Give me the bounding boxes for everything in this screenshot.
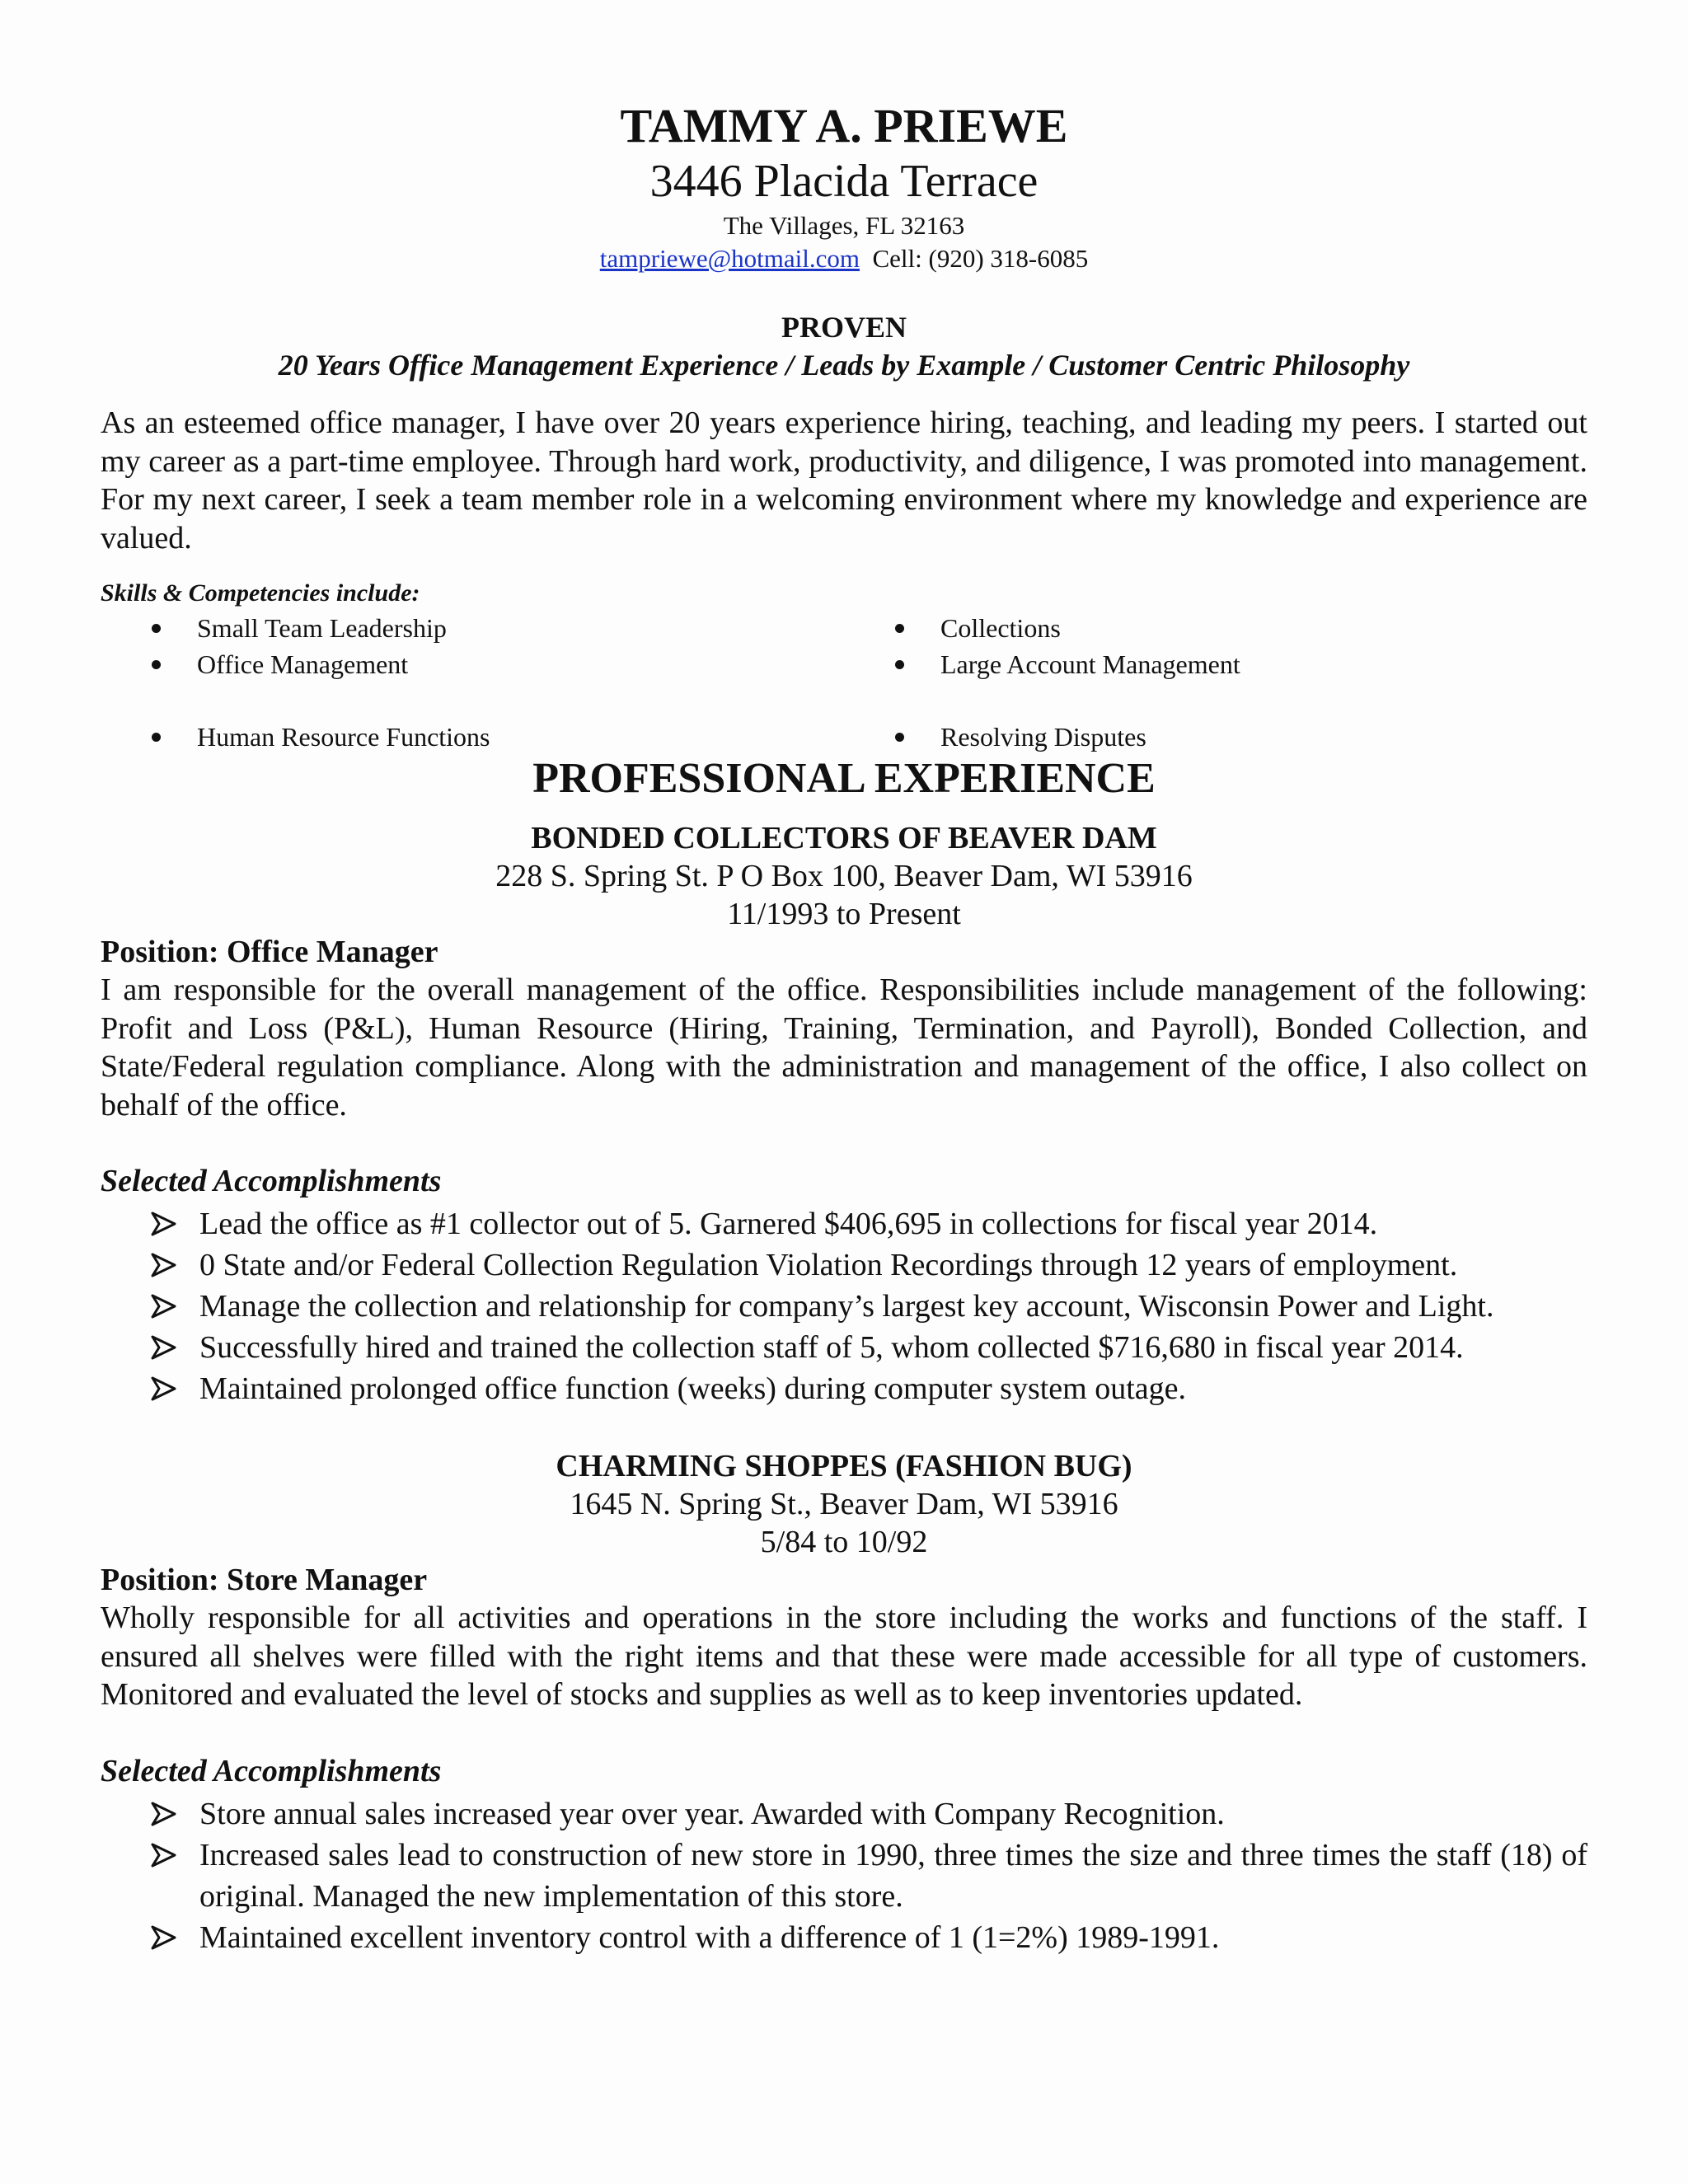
arrow-bullet-icon <box>150 1368 178 1409</box>
employment-dates: 5/84 to 10/92 <box>760 1525 928 1559</box>
skill-label: Small Team Leadership <box>197 613 447 643</box>
summary-header <box>101 308 1587 384</box>
summary-heading: PROVEN <box>781 311 907 344</box>
accomplishment-text: Maintained excellent inventory control with a difference of 1 (1=2%) 1989-1991. <box>199 1919 1220 1955</box>
employment-dates: 11/1993 to Present <box>727 897 961 931</box>
job-entry <box>101 1447 1587 1958</box>
position-title: Position: Office Manager <box>101 935 438 969</box>
phone-number: Cell: (920) 318-6085 <box>872 244 1089 273</box>
company-block <box>101 819 1587 933</box>
summary-paragraph: As an esteemed office manager, I have over 20 years experience hiring, teaching, and leading my peers. I started out my career as a part-time employee. Through hard work, productivity, and diligence, I was promoted into management. For my next career, I seek a team member role in a welcoming environment where my knowledge and experience are valued. <box>101 405 1587 555</box>
company-block <box>101 1447 1587 1561</box>
accomplishments-list <box>101 1793 1587 1958</box>
skill-label: Resolving Disputes <box>940 722 1146 752</box>
job-description: Wholly responsible for all activities and operations in the store including the works and functions of the staff. I ensured all shelves were filled with the right items and that these were made accessible for all type of customers. Monitored and evaluated the level of stocks and supplies as well as to keep inventories updated. <box>101 1601 1587 1712</box>
bullet-icon <box>895 733 904 742</box>
position-title: Position: Store Manager <box>101 1563 428 1597</box>
contact-line <box>101 242 1587 275</box>
arrow-bullet-icon <box>150 1203 178 1244</box>
accomplishment-text: 0 State and/or Federal Collection Regulation Violation Recordings through 12 years of employment. <box>199 1248 1458 1282</box>
accomplishment-text: Manage the collection and relationship for company’s largest key account, Wisconsin Power and Light. <box>199 1289 1494 1324</box>
accomplishment-item <box>101 1793 1587 1835</box>
skill-label: Office Management <box>197 649 409 679</box>
accomplishment-text: Successfully hired and trained the collection staff of 5, whom collected $716,680 in fiscal year 2014. <box>199 1330 1464 1365</box>
accomplishment-item <box>101 1203 1587 1244</box>
resume-header <box>101 99 1587 275</box>
accomplishment-item <box>101 1286 1587 1327</box>
accomplishment-item <box>101 1835 1587 1917</box>
accomplishments-heading: Selected Accomplishments <box>101 1753 442 1788</box>
accomplishment-text: Store annual sales increased year over year. Awarded with Company Recognition. <box>199 1796 1225 1831</box>
job-description: I am responsible for the overall management of the office. Responsibilities include management of the following: Profit and Loss (P&L), Human Resource (Hiring, Training, Termination, and Payroll), Bonded Collection, and State/Federal regulation compliance. Along with the administration and management of the office, I also collect on behalf of the office. <box>101 972 1587 1122</box>
accomplishment-item <box>101 1368 1587 1409</box>
company-name: CHARMING SHOPPES (FASHION BUG) <box>556 1449 1132 1483</box>
skill-label: Human Resource Functions <box>197 722 490 752</box>
street-address: 3446 Placida Terrace <box>649 156 1039 207</box>
skill-item <box>844 610 1587 646</box>
candidate-name: TAMMY A. PRIEWE <box>620 99 1068 152</box>
skill-item <box>101 719 844 755</box>
arrow-bullet-icon <box>150 1327 178 1368</box>
accomplishment-item <box>101 1244 1587 1286</box>
accomplishment-text: Maintained prolonged office function (weeks) during computer system outage. <box>199 1371 1187 1406</box>
bullet-icon <box>895 660 904 669</box>
accomplishment-text: Lead the office as #1 collector out of 5. Garnered $406,695 in collections for fiscal year 2014. <box>199 1207 1378 1241</box>
arrow-bullet-icon <box>150 1835 178 1876</box>
skill-label: Collections <box>940 613 1061 643</box>
accomplishment-text: Increased sales lead to construction of new store in 1990, three times the size and three times the staff (18) of original. Managed the new implementation of this store. <box>199 1837 1587 1914</box>
bullet-icon <box>152 733 161 742</box>
skill-label: Large Account Management <box>940 649 1240 679</box>
bullet-icon <box>895 624 904 633</box>
skill-item <box>101 610 844 646</box>
skill-item <box>101 646 844 682</box>
skill-item <box>844 646 1587 682</box>
arrow-bullet-icon <box>150 1793 178 1835</box>
skill-item <box>844 719 1587 755</box>
email-link[interactable]: tampriewe@hotmail.com <box>599 244 860 273</box>
job-entry <box>101 819 1587 1409</box>
summary-tagline: 20 Years Office Management Experience / Leads by Example / Customer Centric Philosophy <box>278 349 1410 382</box>
experience-title: PROFESSIONAL EXPERIENCE <box>532 755 1156 802</box>
skills-list <box>101 610 1587 755</box>
arrow-bullet-icon <box>150 1917 178 1958</box>
accomplishment-item <box>101 1327 1587 1368</box>
company-address: 1645 N. Spring St., Beaver Dam, WI 53916 <box>570 1487 1118 1521</box>
arrow-bullet-icon <box>150 1244 178 1286</box>
accomplishments-list <box>101 1203 1587 1409</box>
bullet-icon <box>152 624 161 633</box>
arrow-bullet-icon <box>150 1286 178 1327</box>
accomplishments-heading: Selected Accomplishments <box>101 1164 442 1198</box>
company-name: BONDED COLLECTORS OF BEAVER DAM <box>531 821 1157 855</box>
accomplishment-item <box>101 1917 1587 1958</box>
company-address: 228 S. Spring St. P O Box 100, Beaver Dam, WI 53916 <box>495 859 1193 893</box>
city-line: The Villages, FL 32163 <box>723 211 965 240</box>
bullet-icon <box>152 660 161 669</box>
skills-heading: Skills & Competencies include: <box>101 579 420 607</box>
